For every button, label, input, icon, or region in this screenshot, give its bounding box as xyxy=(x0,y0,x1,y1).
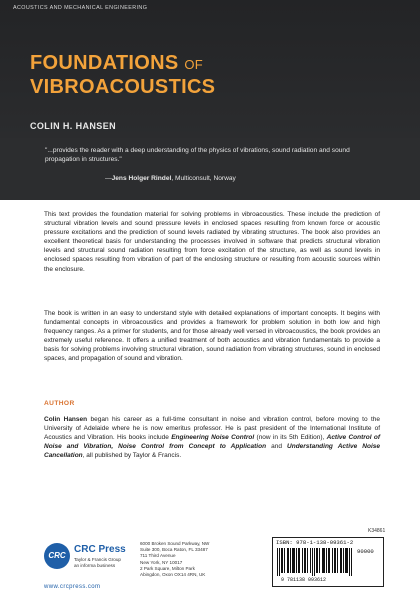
catalog-code: K34861 xyxy=(368,528,386,534)
bio-book-3: Understanding Active Noise Cancellation xyxy=(44,443,380,460)
series-name: ACOUSTICS AND MECHANICAL ENGINEERING xyxy=(13,5,148,11)
barcode-bars xyxy=(277,548,353,576)
address-line: Suite 300, Boca Raton, FL 33487 xyxy=(140,547,208,553)
title-line-2: VIBROACOUSTICS xyxy=(30,76,216,98)
publisher-url[interactable]: www.crcpress.com xyxy=(44,584,101,590)
source-name: Jens Holger Rindel xyxy=(111,175,172,182)
address-line: Abingdon, Oxon OX14 4RN, UK xyxy=(140,572,206,578)
address-line: 2 Park Square, Milton Park xyxy=(140,565,195,571)
crc-logo-icon: CRC xyxy=(44,543,70,569)
bio-text-3: and xyxy=(266,443,288,451)
price-code: 90000 xyxy=(357,548,374,555)
source-org: , Multiconsult, Norway xyxy=(171,175,236,182)
publisher-footer xyxy=(0,508,420,600)
isbn-label: ISBN: 978-1-138-09361-2 xyxy=(276,539,354,546)
bio-text-4: , all published by Taylor & Francis. xyxy=(82,452,182,460)
title-line-1: FOUNDATIONS xyxy=(30,52,179,74)
publisher-group-line-2: an informa business xyxy=(74,562,116,568)
bio-book-2: Active Control of Noise and Vibration, Noise Control from Concept to Application xyxy=(44,434,380,451)
description-paragraph-2: The book is written in an easy to understand style with detailed explanations of important concepts. It begins with fundamental concepts in vibroacoustics and provides a framework for problem solution in both low and high frequency ranges. As a primer for students, and for those already well versed in vibroacoustics, the book provides an extremely useful reference. It offers a unified treatment of both acoustics and vibration fundamentals to provide a basis for solving problems involving structural vibration, sound radiation from vibrating structures, sound in enclosed spaces, and propagation of sound and vibration. xyxy=(44,310,380,363)
description-paragraph-1: This text provides the foundation material for solving problems in vibroacoustics. These include the prediction of structural vibration levels and sound pressure levels in enclosed spaces resulting from known force or acoustic pressure excitations and the prediction of sound levels radiated by vibrating structures. The book also provides an excellent theoretical basis for understanding the processes involved in software that predicts structural vibration levels and structural sound radiation resulting from force excitation of the structure, as well as sound levels in enclosed spaces resulting from vibration of part of the enclosing structure or resulting from acoustic sources within the enclosure. xyxy=(44,211,380,273)
bio-book-1: Engineering Noise Control xyxy=(171,434,255,442)
source-dash: — xyxy=(105,175,112,182)
endorsement-source xyxy=(105,175,236,182)
barcode-box xyxy=(272,537,384,587)
endorsement-quote: "...provides the reader with a deep understanding of the physics of vibrations, sound radiation and sound propagation in structures." xyxy=(45,147,350,164)
bio-text-1: began his career as a full-time consultant in noise and vibration control, before moving to the University of Adelaide where he is now emeritus professor. He is past president of the International Institute of Acoustics and Vibration. His books include xyxy=(44,416,380,442)
title-of: OF xyxy=(184,57,203,72)
publisher-name: CRC Press xyxy=(74,544,126,555)
barcode-number: 9 781138 093612 xyxy=(281,577,327,583)
address-line: New York, NY 10017 xyxy=(140,559,183,565)
author-heading: AUTHOR xyxy=(44,400,75,407)
author-name: COLIN H. HANSEN xyxy=(30,121,117,131)
bio-text-2: (now in its 5th Edition), xyxy=(254,434,327,442)
address-line: 711 Third Avenue xyxy=(140,553,176,559)
publisher-group-line-1: Taylor & Francis Group xyxy=(74,557,121,562)
address-line: 6000 Broken Sound Parkway, NW xyxy=(140,541,210,546)
bio-name: Colin Hansen xyxy=(44,416,88,423)
publisher-addresses xyxy=(140,541,270,578)
author-bio xyxy=(44,415,380,460)
publisher-group xyxy=(74,557,121,568)
book-title xyxy=(30,52,215,98)
